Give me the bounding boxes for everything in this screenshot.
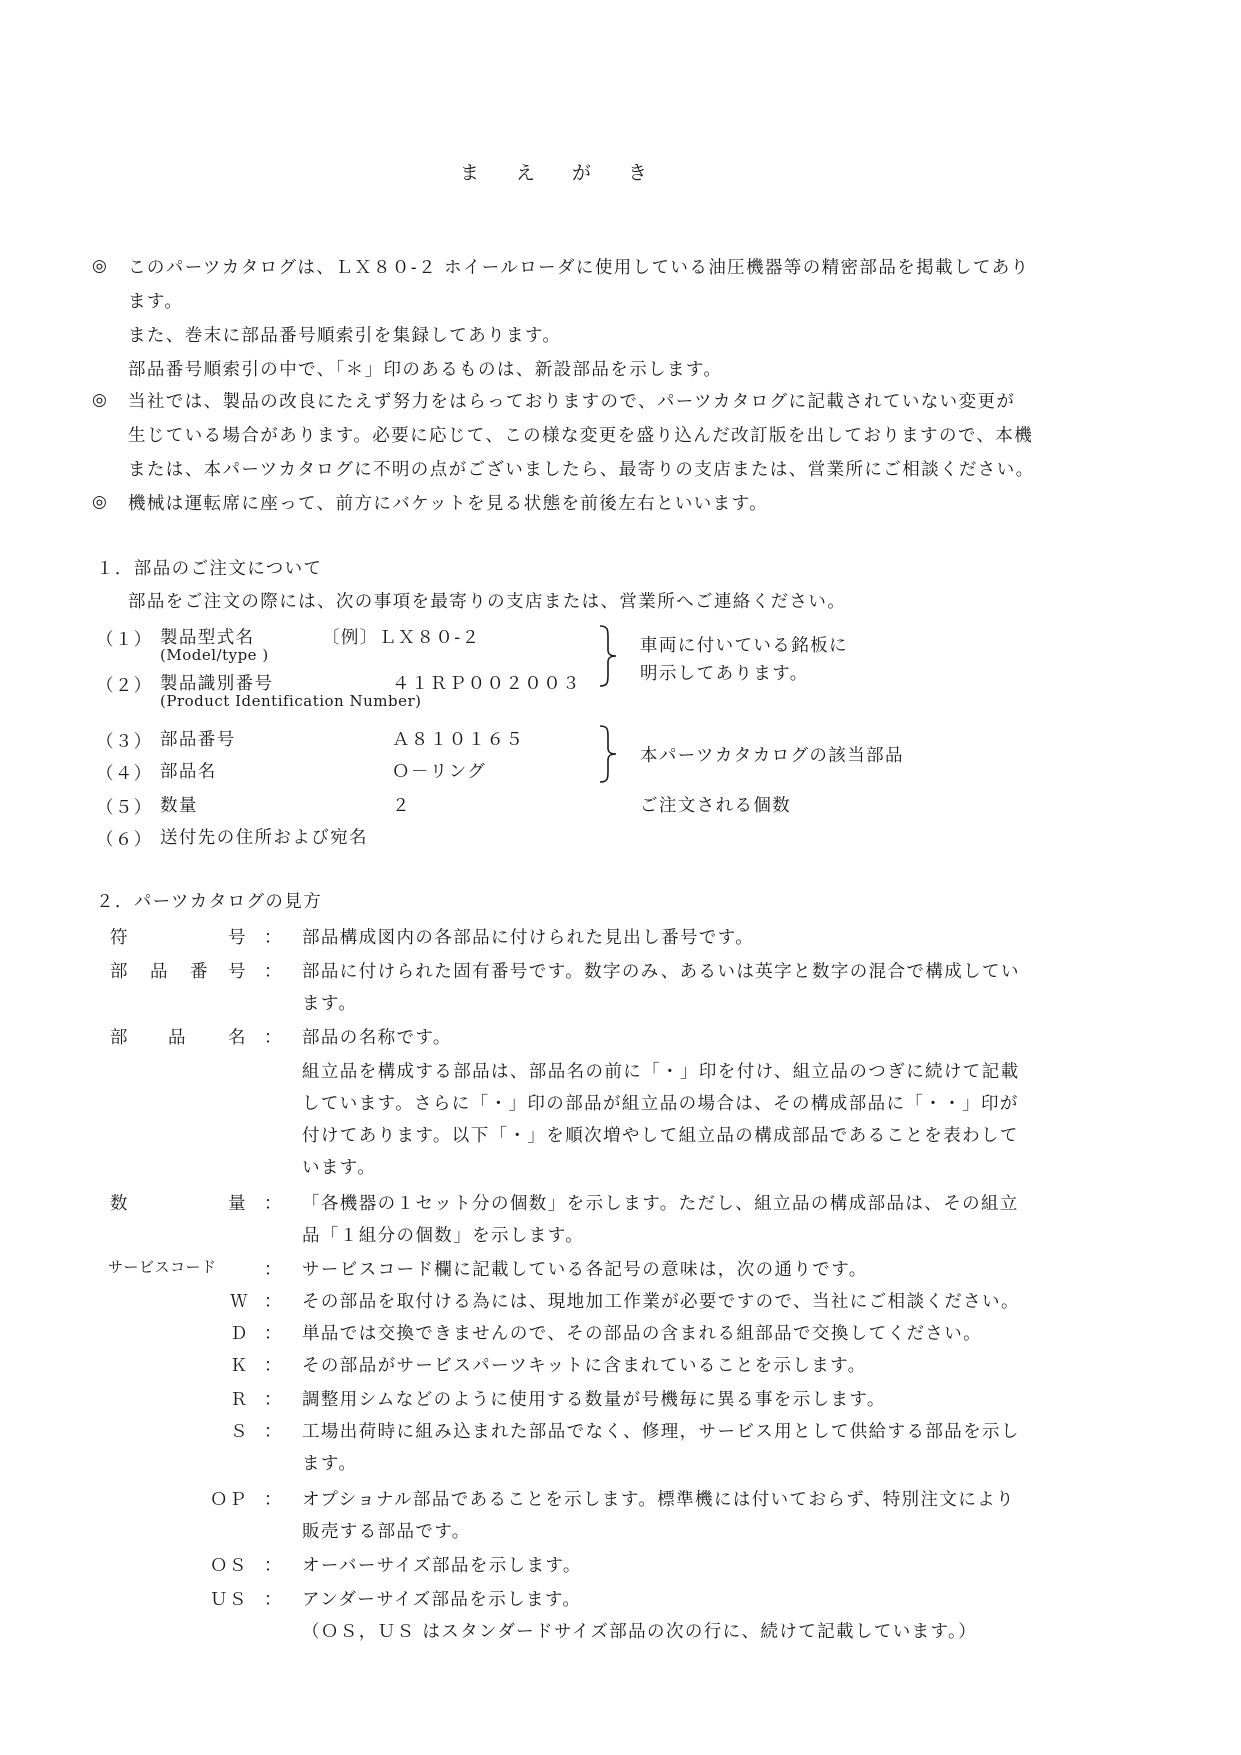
order-item-number: （１） [96,630,153,650]
footnote: （ＯＳ，ＵＳ はスタンダードサイズ部品の次の行に、続けて記載しています。） [302,1622,978,1642]
term-description: 品「１組分の個数」を示します。 [302,1226,585,1246]
term-description: 部品の名称です。 [302,1028,452,1048]
term-label [168,1024,187,1049]
order-item-label: 部品名 [160,762,217,782]
intro-text: ます。 [128,292,184,312]
term-colon: ： [264,962,283,982]
term-colon: ： [264,1028,283,1048]
title-char: き [628,162,648,184]
brace-icon [596,624,618,688]
term-description: 組立品を構成する部品は、部品名の前に「・」印を付け、組立品のつぎに続けて記載 [302,1062,1020,1082]
intro-text: 生じている場合があります。必要に応じて、この様な変更を盛り込んだ改訂版を出しておりますので、本機 [128,426,1034,446]
intro-text: または、本パーツカタログに不明の点がございましたら、最寄りの支店または、営業所にご相談ください。 [128,460,1035,480]
term-colon: ： [264,1194,283,1214]
section-heading: ２．パーツカタログの見方 [96,892,323,912]
term-label [110,1024,129,1049]
term-colon: ： [264,1324,283,1344]
page-title [460,158,684,185]
term-char: 号 [228,928,247,948]
service-code: ＯＰ [210,1490,248,1510]
order-note: 車両に付いている銘板に [640,636,848,656]
term-colon: ： [264,928,283,948]
term-colon: ： [264,1356,283,1376]
order-item-sublabel: (Model/type ) [160,646,269,664]
term-description: しています。さらに「・」印の部品が組立品の場合は、その構成部品に「・・」印が [302,1094,1019,1114]
intro-text: 部品番号順索引の中で、「＊」印のあるものは、新設部品を示します。 [128,360,723,380]
term-colon: ： [264,1590,283,1610]
code-description: その部品がサービスパーツキットに含まれていることを示します。 [302,1356,867,1376]
term-char: 番 [190,962,209,982]
term-colon: ： [264,1490,283,1510]
term-char: 部 [110,962,129,982]
order-item-label: 部品番号 [160,730,236,750]
order-item-value: ４１ＲＰ００２００３ [392,674,581,694]
code-description: その部品を取付ける為には、現地加工作業が必要ですので、当社にご相談ください。 [302,1292,1020,1312]
order-item-sublabel: (Product Identification Number) [160,692,422,710]
order-item-value: 〔例〕ＬＸ８０-２ [322,628,481,648]
intro-text: また、巻末に部品番号順索引を集録してあります。 [128,326,562,346]
term-colon: ： [264,1260,283,1280]
term-label [228,958,247,983]
code-description: アンダーサイズ部品を示します。 [302,1590,582,1610]
term-label [150,958,169,983]
term-colon: ： [264,1390,283,1410]
term-label [110,1190,129,1215]
term-char: 名 [228,1028,247,1048]
code-description: オプショナル部品であることを示します。標準機には付いておらず、特別注文により [302,1490,1015,1510]
term-label [110,924,129,949]
term-label [228,1190,247,1215]
service-code: Ｗ [230,1292,249,1312]
term-description: 「各機器の１セット分の個数」を示します。ただし、組立品の構成部品は、その組立 [302,1194,1019,1214]
service-code: ＵＳ [210,1590,248,1610]
term-char: 号 [228,962,247,982]
term-char: 符 [110,928,129,948]
order-item-number: （４） [96,764,153,784]
intro-text: 機械は運転席に座って、前方にバケットを見る状態を前後左右といいます。 [128,494,768,514]
code-description: ます。 [302,1454,358,1474]
term-char: 品 [168,1028,187,1048]
term-label [228,1024,247,1049]
order-item-number: （３） [96,732,153,752]
term-description: 部品に付けられた固有番号です。数字のみ、あるいは英字と数字の混合で構成してい [302,962,1020,982]
order-item-label: 製品識別番号 [160,674,274,694]
order-item-label: 製品型式名 [160,628,255,648]
order-item-number: （５） [96,798,153,818]
brace-icon [596,724,618,784]
term-description: サービスコード欄に記載している各記号の意味は，次の通りです。 [302,1260,868,1280]
intro-text: このパーツカタログは、ＬＸ８０-２ ホイールローダに使用している油圧機器等の精密部品を掲載してあり [128,258,1030,278]
term-description: います。 [302,1158,377,1178]
service-code: Ｄ [230,1324,249,1344]
service-code: Ｒ [230,1390,249,1410]
code-description: オーバーサイズ部品を示します。 [302,1556,582,1576]
order-item-value: ２ [392,796,411,816]
term-label [190,958,209,983]
term-char: 品 [150,962,169,982]
service-code: Ｓ [230,1422,249,1442]
bullet-icon: ◎ [92,256,107,276]
term-char: 部 [110,1028,129,1048]
bullet-icon: ◎ [92,390,107,410]
code-description: 販売する部品です。 [302,1522,471,1542]
term-colon: ： [264,1292,283,1312]
service-code: Ｋ [230,1356,249,1376]
term-char: 量 [228,1194,247,1214]
order-item-value: Ｏ－リング [392,762,487,782]
order-note: 明示してあります。 [640,664,809,684]
term-label [228,924,247,949]
term-label: サービスコード [108,1258,217,1276]
order-item-label: 送付先の住所および宛名 [160,828,368,848]
intro-text: 当社では、製品の改良にたえず努力をはらっておりますので、パーツカタログに記載されていない変更が [128,392,1016,412]
term-description: 部品構成図内の各部品に付けられた見出し番号です。 [302,928,755,948]
title-char: が [572,162,592,184]
term-colon: ： [264,1556,283,1576]
order-item-number: （２） [96,676,153,696]
code-description: 工場出荷時に組み込まれた部品でなく、修理，サービス用として供給する部品を示し [302,1422,1020,1442]
order-item-value: Ａ８１０１６５ [392,730,525,750]
term-colon: ： [264,1422,283,1442]
service-code: ＯＳ [210,1556,248,1576]
title-char: え [516,162,536,184]
term-description: ます。 [302,994,358,1014]
term-label [110,958,129,983]
section-lead: 部品をご注文の際には、次の事項を最寄りの支店または、営業所へご連絡ください。 [128,592,847,612]
code-description: 単品では交換できませんので、その部品の含まれる組部品で交換してください。 [302,1324,983,1344]
title-char: ま [460,162,480,184]
term-description: 付けてあります。以下「・」を順次増やして組立品の構成部品であることを表わして [302,1126,1019,1146]
section-heading: １．部品のご注文について [96,559,323,579]
code-description: 調整用シムなどのように使用する数量が号機毎に異る事を示します。 [302,1390,886,1410]
order-item-number: （６） [96,830,153,850]
order-item-label: 数量 [160,796,198,816]
term-char: 数 [110,1194,129,1214]
bullet-icon: ◎ [92,492,107,512]
order-note: 本パーツカタカログの該当部品 [640,746,904,766]
order-note: ご注文される個数 [640,796,792,816]
